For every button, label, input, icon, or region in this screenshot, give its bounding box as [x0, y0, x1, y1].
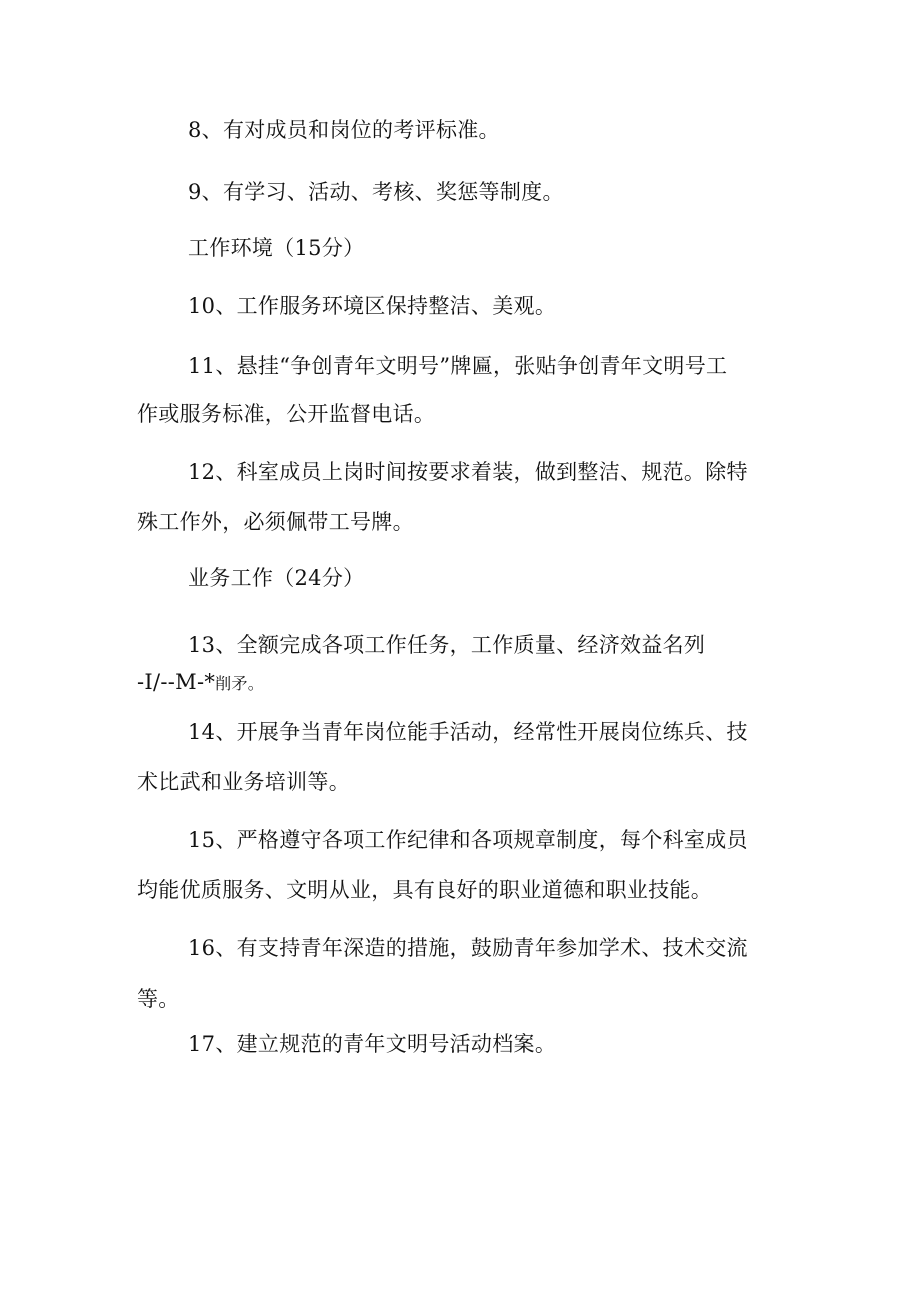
- item-12-text-line-2: 殊工作外，必须佩带工号牌。: [137, 510, 414, 534]
- item-17-text: 17、建立规范的青年文明号活动档案。: [188, 1032, 557, 1056]
- item-10-text: 10、工作服务环境区保持整洁、美观。: [188, 294, 557, 318]
- item-8-text: 8、有对成员和岗位的考评标准。: [188, 118, 500, 142]
- section-heading-work-environment: 工作环境（15分）: [188, 236, 365, 260]
- item-16-text-line-2: 等。: [137, 987, 180, 1011]
- section-heading-business-work: 业务工作（24分）: [188, 566, 365, 590]
- item-14-text-line-2: 术比武和业务培训等。: [137, 770, 350, 794]
- item-16-text-line-1: 16、有支持青年深造的措施，鼓励青年参加学术、技术交流: [188, 936, 748, 960]
- item-12-text-line-1: 12、科室成员上岗时间按要求着装，做到整洁、规范。除特: [188, 460, 748, 484]
- item-13-text-line-2: [137, 670, 264, 696]
- item-14-text-line-1: 14、开展争当青年岗位能手活动，经常性开展岗位练兵、技: [188, 720, 748, 744]
- item-15-text-line-2: 均能优质服务、文明从业，具有良好的职业道德和职业技能。: [137, 878, 713, 902]
- item-15-text-line-1: 15、严格遵守各项工作纪律和各项规章制度，每个科室成员: [188, 828, 748, 852]
- item-9-text: 9、有学习、活动、考核、奖惩等制度。: [188, 180, 564, 204]
- item-13-text-line-1: 13、全额完成各项工作任务，工作质量、经济效益名列: [188, 633, 706, 657]
- item-11-text-line-2: 作或服务标准，公开监督电话。: [137, 402, 436, 426]
- item-13-garbled-suffix: 削矛。: [215, 674, 265, 693]
- item-13-garbled-text: -I/--M-*: [137, 670, 216, 694]
- item-11-text-line-1: 11、悬挂“争创青年文明号”牌匾，张贴争创青年文明号工: [188, 354, 728, 378]
